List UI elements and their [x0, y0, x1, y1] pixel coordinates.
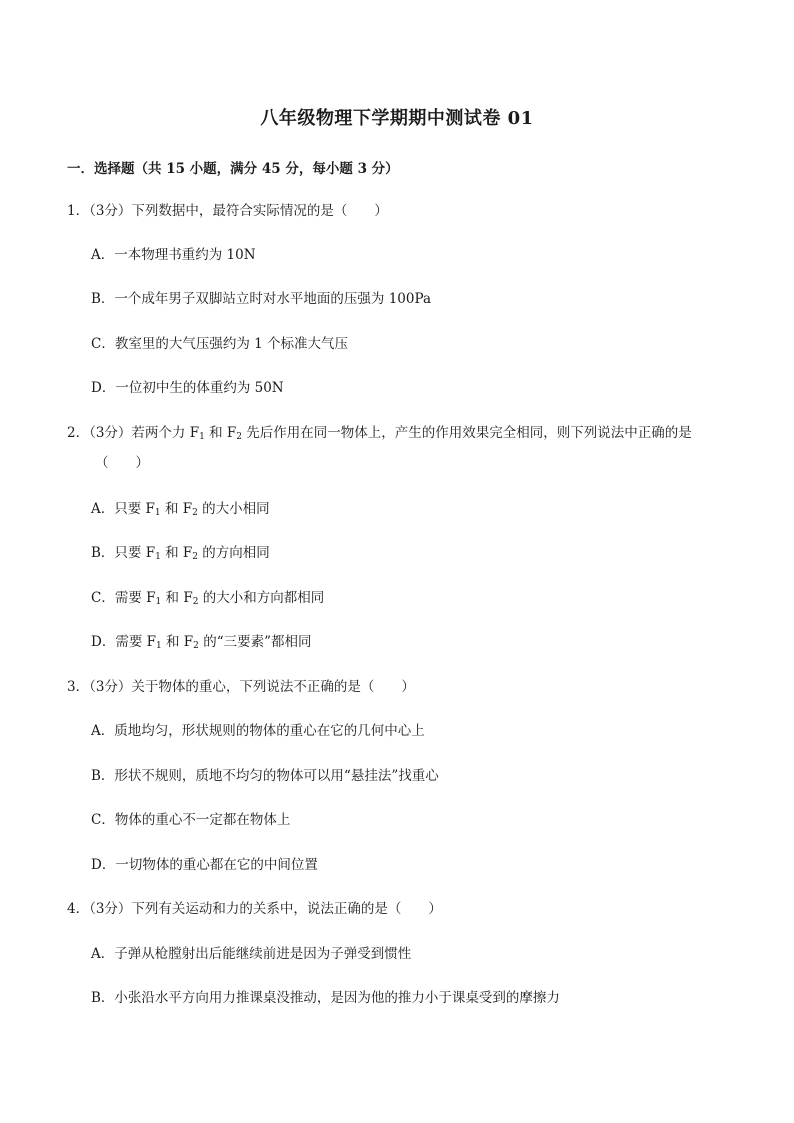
question-1-option-a: A．一本物理书重约为 10N — [91, 247, 256, 263]
question-1-option-c: C．教室里的大气压强约为 1 个标准大气压 — [91, 336, 349, 352]
question-1-option-d: D．一位初中生的体重约为 50N — [91, 380, 284, 396]
question-3-option-a: A．质地均匀，形状规则的物体的重心在它的几何中心上 — [91, 723, 425, 739]
question-4-stem: 4．（3分）下列有关运动和力的关系中，说法正确的是（ ） — [67, 901, 442, 917]
question-2-option-b: B．只要 $F_1$ 和 $F_2$ 的方向相同 — [91, 545, 270, 562]
question-3-stem: 3．（3分）关于物体的重心，下列说法不正确的是（ ） — [67, 679, 415, 695]
question-2-option-a: A．只要 $F_1$ 和 $F_2$ 的大小相同 — [91, 501, 270, 518]
question-1-stem: 1．（3分）下列数据中，最符合实际情况的是（ ） — [67, 203, 388, 219]
question-2-option-c: C．需要 $F_1$ 和 $F_2$ 的大小和方向都相同 — [91, 590, 325, 607]
question-2-stem-continued: （ ） — [95, 455, 149, 471]
question-4-option-a: A．子弹从枪膛射出后能继续前进是因为子弹受到惯性 — [91, 946, 412, 962]
question-1-option-b: B．一个成年男子双脚站立时对水平地面的压强为 100Pa — [91, 291, 432, 307]
question-2-option-d: D．需要 $F_1$ 和 $F_2$ 的“三要素”都相同 — [91, 634, 312, 651]
section-heading: 一．选择题（共 15 小题，满分 45 分，每小题 3 分） — [67, 161, 399, 177]
document-title: 八年级物理下学期期中测试卷 01 — [260, 108, 534, 129]
question-3-option-b: B．形状不规则，质地不均匀的物体可以用“悬挂法”找重心 — [91, 768, 439, 784]
question-3-option-d: D．一切物体的重心都在它的中间位置 — [91, 857, 318, 873]
question-3-option-c: C．物体的重心不一定都在物体上 — [91, 812, 291, 828]
question-4-option-b: B．小张沿水平方向用力推课桌没推动，是因为他的推力小于课桌受到的摩擦力 — [91, 990, 560, 1006]
question-2-stem: 2．（3分）若两个力 $F_1$ 和 $F_2$ 先后作用在同一物体上，产生的作用效果完全相同，则下列说法中正确的是 — [67, 425, 692, 442]
